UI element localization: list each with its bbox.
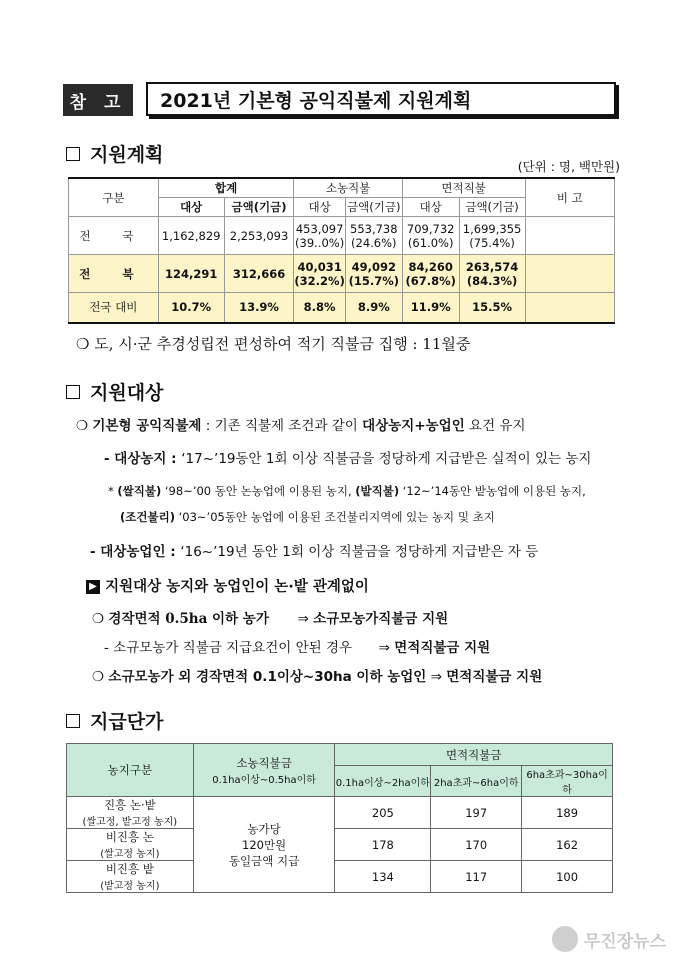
watermark: 무진장뉴스 — [552, 926, 666, 952]
table-row — [67, 829, 613, 861]
cell-note — [525, 293, 615, 323]
cell: 2,253,093 — [224, 217, 294, 255]
line-basic-payment: ❍ 기본형 공익직불제 : 기존 직불제 조건과 같이 대상농지+농업인 요건 유지 — [76, 418, 526, 434]
header-amount: 금액(기금) — [224, 198, 294, 217]
cell: 205 — [335, 797, 431, 829]
page-title: 2021년 기본형 공익직불제 지원계획 — [146, 82, 616, 116]
header-amount: 금액(기금) — [345, 198, 402, 217]
header-area-1: 0.1ha이상~2ha이하 — [335, 766, 431, 797]
implies-arrow-icon: ⇒ — [378, 640, 390, 656]
header-area-payment: 면적직불금 — [335, 744, 613, 766]
cell: 189 — [522, 797, 613, 829]
box-heading: ▶ 지원대상 농지와 농업인이 논·밭 관계없이 — [86, 575, 369, 596]
section-unit-price: 지급단가 — [66, 707, 163, 734]
header-note: 비 고 — [525, 178, 615, 217]
cell: 40,031 (32.2%) — [294, 255, 345, 293]
small-farm-amount: 농가당 120만원 동일금액 지급 — [193, 797, 335, 893]
section-support-target: 지원대상 — [66, 378, 163, 405]
header-small-farm: 소농직불 — [294, 178, 402, 198]
reference-label: 참 고 — [63, 84, 133, 116]
unit-label: (단위 : 명, 백만원) — [517, 159, 620, 174]
cell: 100 — [522, 861, 613, 893]
watermark-logo-icon — [552, 926, 578, 952]
cell: 11.9% — [402, 293, 459, 323]
table-row — [69, 217, 615, 255]
header-area-3: 6ha초과~30ha이하 — [522, 766, 613, 797]
cell: 312,666 — [224, 255, 294, 293]
table-row — [67, 861, 613, 893]
line-target-farmer: - 대상농업인 : ‘16~’19년 동안 1회 이상 직불금을 정당하게 지급받은 자 등 — [90, 544, 539, 560]
cell: 197 — [431, 797, 522, 829]
section-support-plan — [66, 140, 163, 167]
hollow-circle-icon: ❍ — [92, 611, 105, 627]
arrow-box-icon: ▶ — [86, 580, 100, 594]
cell: 178 — [335, 829, 431, 861]
cell: 553,738 (24.6%) — [345, 217, 402, 255]
checkbox-square-icon — [66, 147, 80, 161]
checkbox-square-icon — [66, 714, 80, 728]
table-row — [69, 293, 615, 323]
option-not-eligible: - 소규모농가 직불금 지급요건이 안된 경우 ⇒ 면적직불금 지원 — [104, 640, 491, 656]
cell: 13.9% — [224, 293, 294, 323]
header-small-payment: 소농직불금 0.1ha이상~0.5ha이하 — [193, 744, 335, 797]
option-small-farm: ❍ 경작면적 0.5ha 이하 농가 ⇒ 소규모농가직불금 지원 — [92, 611, 449, 627]
header-area-2: 2ha초과~6ha이하 — [431, 766, 522, 797]
header-target: 대상 — [158, 198, 224, 217]
cell: 453,097 (39..0%) — [294, 217, 345, 255]
cell: 10.7% — [158, 293, 224, 323]
cell: 8.9% — [345, 293, 402, 323]
row-label: 전 북 — [69, 255, 159, 293]
support-plan-table — [68, 177, 615, 324]
header-target: 대상 — [294, 198, 345, 217]
cell: 162 — [522, 829, 613, 861]
cell: 1,699,355 (75.4%) — [459, 217, 525, 255]
header-target: 대상 — [402, 198, 459, 217]
cell: 84,260 (67.8%) — [402, 255, 459, 293]
hollow-circle-icon: ❍ — [92, 669, 105, 685]
cell: 8.8% — [294, 293, 345, 323]
cell: 49,092 (15.7%) — [345, 255, 402, 293]
implies-arrow-icon: ⇒ — [297, 611, 309, 627]
land-type: 비진흥 밭 (밭고정 농지) — [67, 861, 194, 893]
line-target-land: - 대상농지 : ‘17~’19동안 1회 이상 직불금을 정당하게 지급받은 실적이 있는 농지 — [104, 451, 592, 467]
row-label: 전 국 — [69, 217, 159, 255]
header-amount: 금액(기금) — [459, 198, 525, 217]
note-disadvantaged: (조건불리) ‘03~’05동안 농업에 이용된 조건불리지역에 있는 농지 및 초지 — [120, 510, 495, 524]
row-label: 전국 대비 — [69, 293, 159, 323]
cell: 263,574 (84.3%) — [459, 255, 525, 293]
cell: 709,732 (61.0%) — [402, 217, 459, 255]
cell-note — [525, 255, 615, 293]
cell-note — [525, 217, 615, 255]
cell: 124,291 — [158, 255, 224, 293]
cell: 117 — [431, 861, 522, 893]
unit-price-table — [66, 743, 613, 893]
section-title: 지원계획 — [90, 144, 164, 166]
hollow-circle-icon: ❍ — [76, 418, 89, 434]
note-rice-field: * (쌀직불) ‘98~’00 동안 논농업에 이용된 농지, (밭직불) ‘12~’14동안 밭농업에 이용된 농지, — [108, 484, 586, 498]
header-land: 농지구분 — [67, 744, 194, 797]
land-type: 비진흥 논 (쌀고정 농지) — [67, 829, 194, 861]
table-row — [67, 797, 613, 829]
header-area: 면적직불 — [402, 178, 525, 198]
bullet-payment-schedule: ❍ 도, 시·군 추경성립전 편성하여 적기 직불금 집행 : 11월중 — [76, 335, 471, 353]
checkbox-square-icon — [66, 385, 80, 399]
table-row — [69, 255, 615, 293]
land-type: 진흥 논·밭 (쌀고정, 밭고정 농지) — [67, 797, 194, 829]
cell: 15.5% — [459, 293, 525, 323]
hollow-circle-icon: ❍ — [76, 335, 90, 353]
header-total: 합계 — [158, 178, 294, 198]
cell: 170 — [431, 829, 522, 861]
option-area-payment: ❍ 소규모농가 외 경작면적 0.1이상~30ha 이하 농업인 ⇒ 면적직불금 지원 — [92, 669, 543, 685]
header-group: 구분 — [69, 178, 159, 217]
cell: 1,162,829 — [158, 217, 224, 255]
cell: 134 — [335, 861, 431, 893]
implies-arrow-icon: ⇒ — [430, 669, 442, 685]
